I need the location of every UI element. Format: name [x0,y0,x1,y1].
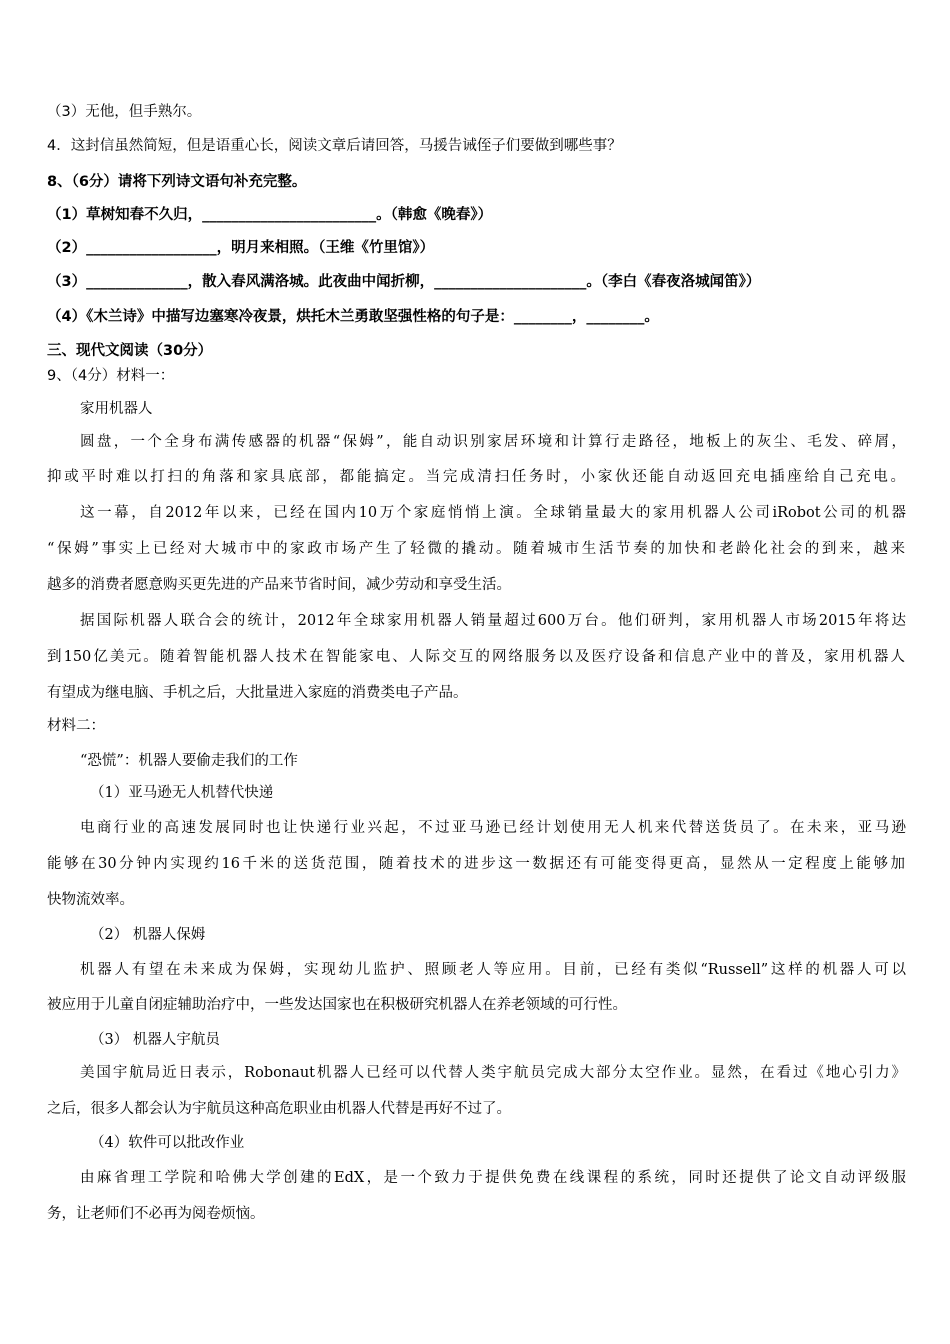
poem-blank-3: （3）______________，散入春风满洛城。此夜曲中闻折柳，_____________________。（李白《春夜洛城闻笛》） [47,274,761,290]
paragraph-line: 电商行业的高速发展同时也让快递行业兴起，不过亚马逊已经计划使用无人机来代替送货员了。在未来，亚马逊 [80,820,906,836]
section-3-heading: 三、现代文阅读（30分） [47,343,213,359]
question-8-heading: 8、（6分）请将下列诗文语句补充完整。 [47,174,307,190]
subsection-1: （1）亚马逊无人机替代快递 [90,785,274,801]
paragraph-line: 抑或平时难以打扫的角落和家具底部，都能搞定。当完成清扫任务时，小家伙还能自动返回充电插座给自己充电。 [47,469,905,485]
paragraph-line: 到150亿美元。随着智能机器人技术在智能家电、人际交互的网络服务以及医疗设备和信息产业中的普及，家用机器人 [47,649,905,665]
paragraph-line: 据国际机器人联合会的统计，2012年全球家用机器人销量超过600万台。他们研判，家用机器人市场2015年将达 [80,613,906,629]
paragraph-line: 美国宇航局近日表示，Robonaut机器人已经可以代替人类宇航员完成大部分太空作业。显然，在看过《地心引力》 [80,1065,906,1081]
material-2-title: “恐慌”：机器人要偷走我们的工作 [80,753,298,769]
question-4: 4．这封信虽然简短，但是语重心长，阅读文章后请回答，马援告诫侄子们要做到哪些事？ [47,138,622,154]
paragraph-line: 圆盘，一个全身布满传感器的机器“保姆”，能自动识别家居环境和计算行走路径，地板上的灰尘、毛发、碎屑， [80,434,906,450]
paragraph-line: 由麻省理工学院和哈佛大学创建的EdX，是一个致力于提供免费在线课程的系统，同时还提供了论文自动评级服 [80,1170,906,1186]
paragraph-line: 快物流效率。 [47,892,134,908]
material-2-heading: 材料二： [47,718,105,734]
paragraph-line: 能够在30分钟内实现约16千米的送货范围，随着技术的进步这一数据还有可能变得更高，显然从一定程度上能够加 [47,856,905,872]
question-9-heading: 9、（4分）材料一： [47,368,175,384]
subsection-2: （2） 机器人保姆 [90,927,206,943]
paragraph-line: 机器人有望在未来成为保姆，实现幼儿监护、照顾老人等应用。目前，已经有类似“Russell”这样的机器人可以 [80,962,906,978]
paragraph-line: 被应用于儿童自闭症辅助治疗中，一些发达国家也在积极研究机器人在养老领域的可行性。 [47,997,627,1013]
paragraph-line: 这一幕，自2012年以来，已经在国内10万个家庭悄悄上演。全球销量最大的家用机器人公司iRobot公司的机器 [80,505,906,521]
poem-blank-1: （1）草树知春不久归，________________________。（韩愈《晚春》） [47,207,493,223]
paragraph-line: 有望成为继电脑、手机之后，大批量进入家庭的消费类电子产品。 [47,685,468,701]
subsection-4: （4）软件可以批改作业 [90,1135,245,1151]
answer-line-3: （3）无他，但手熟尔。 [47,104,202,120]
paragraph-line: 之后，很多人都会认为宇航员这种高危职业由机器人代替是再好不过了。 [47,1101,511,1117]
poem-blank-2: （2）__________________，明月来相照。（王维《竹里馆》） [47,240,435,256]
material-1-title: 家用机器人 [80,401,153,417]
paragraph-line: “保姆”事实上已经对大城市中的家政市场产生了轻微的撬动。随着城市生活节奏的加快和老龄化社会的到来，越来 [47,541,905,557]
poem-blank-4: （4）《木兰诗》中描写边塞寒冷夜景，烘托木兰勇敢坚强性格的句子是：________，________。 [47,309,659,325]
subsection-3: （3） 机器人宇航员 [90,1032,220,1048]
paragraph-line: 越多的消费者愿意购买更先进的产品来节省时间，减少劳动和享受生活。 [47,577,511,593]
paragraph-line: 务，让老师们不必再为阅卷烦恼。 [47,1206,265,1222]
